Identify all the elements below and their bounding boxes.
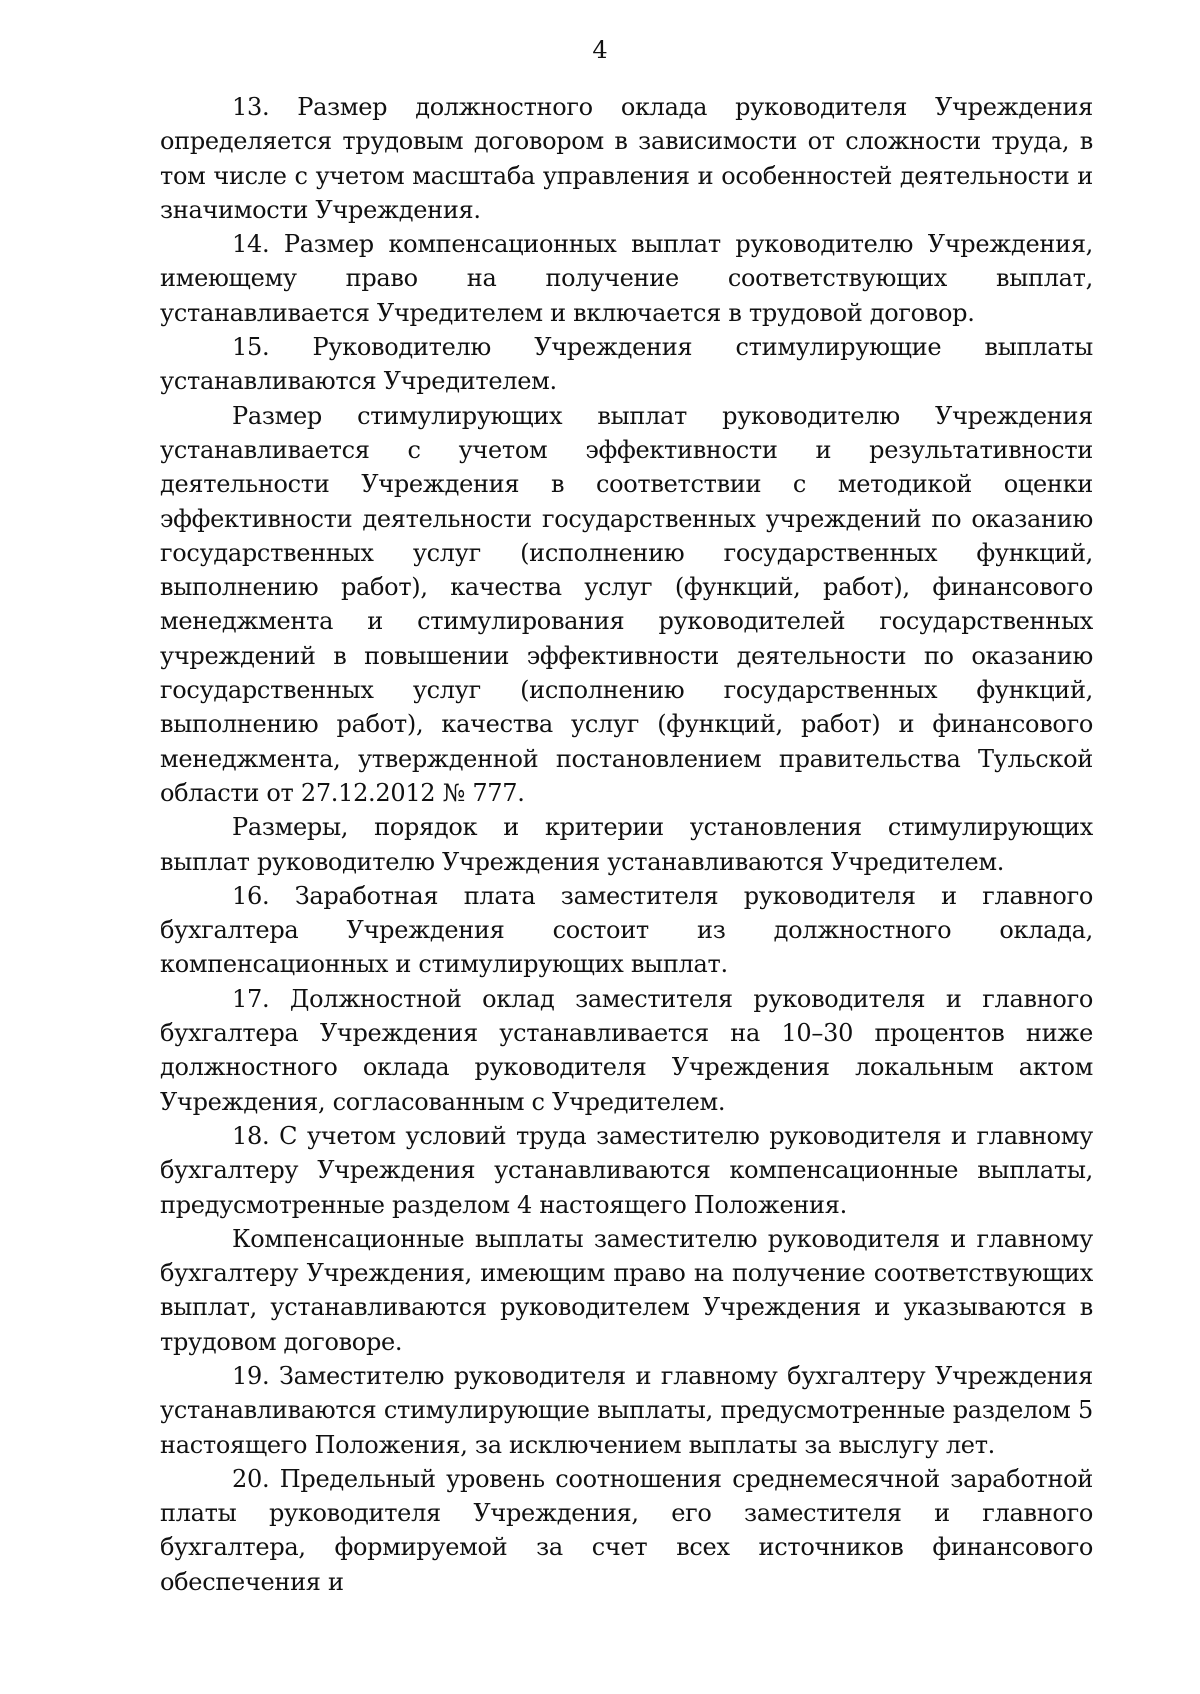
paragraph-15: 15. Руководителю Учреждения стимулирующие выплаты устанавливаются Учредителем. bbox=[160, 333, 1093, 396]
page-number: 4 bbox=[592, 36, 608, 64]
paragraph-16: 16. Заработная плата заместителя руководителя и главного бухгалтера Учреждения состоит из должностного оклада, компенсационных и стимулирующих выплат. bbox=[160, 881, 1093, 979]
paragraph-18-compensation: Компенсационные выплаты заместителю руководителя и главному бухгалтеру Учреждения, имеющим право на получение соответствующих выплат, устанавливаются руководителем Учреждения и указываются в трудовом договоре. bbox=[160, 1224, 1093, 1356]
paragraph-15-stimulus-size: Размер стимулирующих выплат руководителю Учреждения устанавливается с учетом эффективности и результативности деятельности Учреждения в соответствии с методикой оценки эффективности деятельности государственных учреждений по оказанию государственных услуг (исполнению государственных функций, выполнению работ), качества услуг (функций, работ), финансового менеджмента и стимулирования руководителей государственных учреждений в повышении эффективности деятельности по оказанию государственных услуг (исполнению государственных функций, выполнению работ), качества услуг (функций, работ) и финансового менеджмента, утвержденной постановлением правительства Тульской области от 27.12.2012 № 777. bbox=[160, 401, 1093, 807]
paragraph-15-stimulus-criteria: Размеры, порядок и критерии установления стимулирующих выплат руководителю Учреждения устанавливаются Учредителем. bbox=[160, 813, 1093, 876]
paragraph-19: 19. Заместителю руководителя и главному бухгалтеру Учреждения устанавливаются стимулирующие выплаты, предусмотренные разделом 5 настоящего Положения, за исключением выплаты за выслугу лет. bbox=[160, 1361, 1093, 1459]
document-body bbox=[160, 90, 1093, 1599]
paragraph-18: 18. С учетом условий труда заместителю руководителя и главному бухгалтеру Учреждения устанавливаются компенсационные выплаты, предусмотренные разделом 4 настоящего Положения. bbox=[160, 1121, 1093, 1219]
paragraph-13: 13. Размер должностного оклада руководителя Учреждения определяется трудовым договором в зависимости от сложности труда, в том числе с учетом масштаба управления и особенностей деятельности и значимости Учреждения. bbox=[160, 93, 1093, 224]
paragraph-14: 14. Размер компенсационных выплат руководителю Учреждения, имеющему право на получение соответствующих выплат, устанавливается Учредителем и включается в трудовой договор. bbox=[160, 230, 1093, 327]
paragraph-20: 20. Предельный уровень соотношения среднемесячной заработной платы руководителя Учреждения, его заместителя и главного бухгалтера, формируемой за счет всех источников финансового обеспечения и bbox=[160, 1464, 1093, 1596]
paragraph-17: 17. Должностной оклад заместителя руководителя и главного бухгалтера Учреждения устанавливается на 10–30 процентов ниже должностного оклада руководителя Учреждения локальным актом Учреждения, согласованным с Учредителем. bbox=[160, 984, 1093, 1116]
